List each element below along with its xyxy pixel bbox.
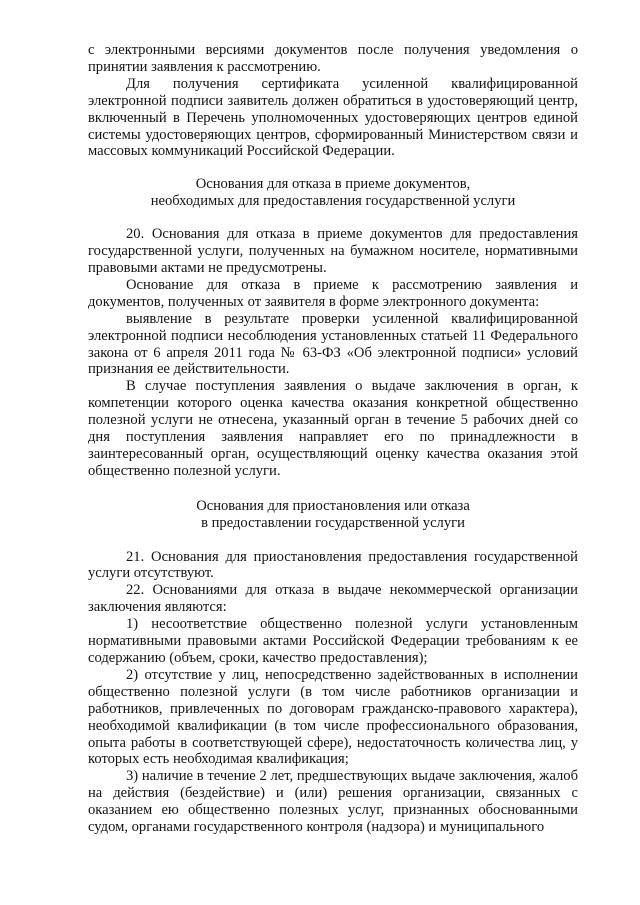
section-heading-refusal-documents <box>88 176 578 210</box>
paragraph-subitem-2: 2) отсутствие у лиц, непосредственно задействованных в исполнении общественно полезной услуги (в том числе работников организации и работников, привлеченных по договорам гражданско-правового характера), необходимой квалификации (в том числе профессионального образования, опыта работы в соответствующей сфере), недостаточность количества лиц, у которых есть необходимая квалификация; <box>88 666 578 768</box>
heading-line: Основания для отказа в приеме документов, <box>195 176 471 193</box>
section-heading-suspension <box>88 498 578 532</box>
paragraph-continuation: с электронными версиями документов после получения уведомления о принятии заявления к рассмотрению. <box>88 42 578 75</box>
heading-line: Основания для приостановления или отказа <box>196 497 470 514</box>
paragraph-item-21: 21. Основания для приостановления предоставления государственной услуги отсутствуют. <box>88 548 578 582</box>
heading-line: в предоставлении государственной услуги <box>201 514 465 531</box>
paragraph-signature-check: выявление в результате проверки усиленной квалифицированной электронной подписи несоблюдения установленных статьей 11 Федерального закона от 6 апреля 2011 года № 63-ФЗ «Об электронной подписи» условий признания ее действительности. <box>88 310 578 378</box>
paragraph-signature-certificate: Для получения сертификата усиленной квалифицированной электронной подписи заявитель должен обратиться в удостоверяющий центр, включенный в Перечень уполномоченных удостоверяющих центров единой системы удостоверяющих центров, сформированный Министерством связи и массовых коммуникаций Российской Федерации. <box>88 75 578 160</box>
paragraph-item-22: 22. Основаниями для отказа в выдаче некоммерческой организации заключения являются: <box>88 582 578 616</box>
paragraph-item-20: 20. Основания для отказа в приеме документов для предоставления государственной услуги, полученных на бумажном носителе, нормативными правовыми актами не предусмотрены. <box>88 226 578 276</box>
paragraph-electronic-refusal: Основание для отказа в приеме к рассмотрению заявления и документов, полученных от заявителя в форме электронного документа: <box>88 276 578 310</box>
heading-line: необходимых для предоставления государственной услуги <box>150 193 516 210</box>
paragraph-redirect: В случае поступления заявления о выдаче заключения в орган, к компетенции которого оценка качества оказания конкретной общественно полезной услуги не отнесена, указанный орган в течение 5 рабочих дней со дня поступления заявления направляет его по принадлежности в заинтересованный орган, осуществляющий оценку качества оказания этой общественно полезной услуги. <box>88 378 578 479</box>
paragraph-subitem-1: 1) несоответствие общественно полезной услуги установленным нормативными правовыми актами Российской Федерации требованиям к ее содержанию (объем, сроки, качество предоставления); <box>88 616 578 666</box>
paragraph-subitem-3: 3) наличие в течение 2 лет, предшествующих выдаче заключения, жалоб на действия (бездействие) и (или) решения организации, связанных с оказанием ею общественно полезных услуг, признанных обоснованными судом, органами государственного контроля (надзора) и муниципального <box>88 768 578 836</box>
